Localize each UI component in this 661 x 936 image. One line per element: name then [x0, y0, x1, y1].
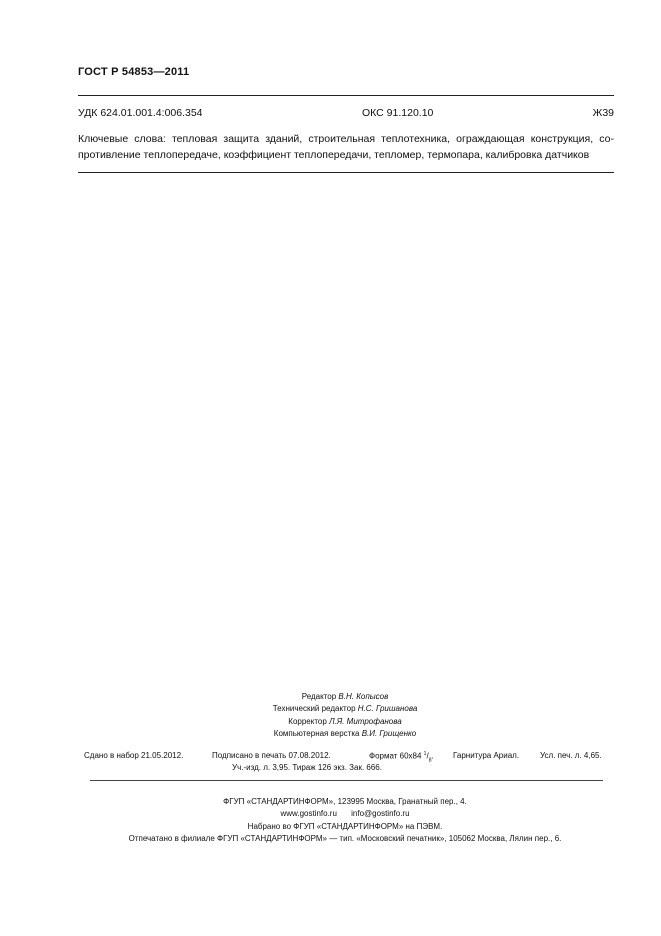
keywords-divider — [78, 172, 614, 173]
keywords-line-2: противление теплопередаче, коэффициент теплопередачи, тепломер, термопара, калибровка датчиков — [78, 149, 590, 161]
typeface: Гарнитура Ариал. — [453, 751, 520, 760]
submitted-date: Сдано в набор 21.05.2012. — [84, 751, 184, 760]
print-sheets: Усл. печ. л. 4,65. — [540, 751, 602, 760]
udk-code: УДК 624.01.001.4:006.354 — [78, 107, 203, 119]
printing-details-row-2: Уч.-изд. л. 3,95. Тираж 126 экз. Зак. 666. — [232, 763, 382, 772]
keywords-line-1: Ключевые слова: тепловая защита зданий, строительная теплотехника, ограждающая конструкция, со- — [78, 133, 614, 145]
top-divider — [78, 95, 614, 96]
publisher-block — [80, 796, 610, 845]
standard-number: ГОСТ Р 54853—2011 — [78, 66, 190, 78]
credit-tech-editor: Технический редактор Н.С. Гришанова — [272, 704, 418, 714]
credits-block — [180, 691, 510, 741]
print-format: Формат 60х84 $^1/_8$. — [369, 751, 434, 764]
signed-date: Подписано в печать 07.08.2012. — [212, 751, 331, 760]
publisher-address: ФГУП «СТАНДАРТИНФОРМ», 123995 Москва, Гранатный пер., 4. — [223, 797, 467, 806]
oks-code: ОКС 91.120.10 — [362, 107, 434, 119]
footer-divider — [90, 780, 603, 781]
credit-corrector: Корректор Л.Я. Митрофанова — [288, 716, 402, 726]
classification-row — [78, 107, 614, 121]
okstu-code: Ж39 — [592, 107, 614, 119]
credit-editor: Редактор В.Н. Копысов — [301, 692, 389, 701]
credit-layout: Компьютерная верстка В.И. Грищенко — [273, 729, 417, 739]
keywords-block — [78, 131, 614, 163]
publisher-website[interactable]: www.gostinfo.ru — [280, 809, 337, 819]
typeset-note: Набрано во ФГУП «СТАНДАРТИНФОРМ» на ПЭВМ. — [247, 821, 443, 831]
publisher-contacts — [80, 808, 610, 820]
publisher-email[interactable]: info@gostinfo.ru — [351, 809, 410, 819]
printed-note: Отпечатано в филиале ФГУП «СТАНДАРТИНФОРМ» — тип. «Московский печатник», 105062 Москва, Лялин пер., 6. — [128, 833, 562, 843]
